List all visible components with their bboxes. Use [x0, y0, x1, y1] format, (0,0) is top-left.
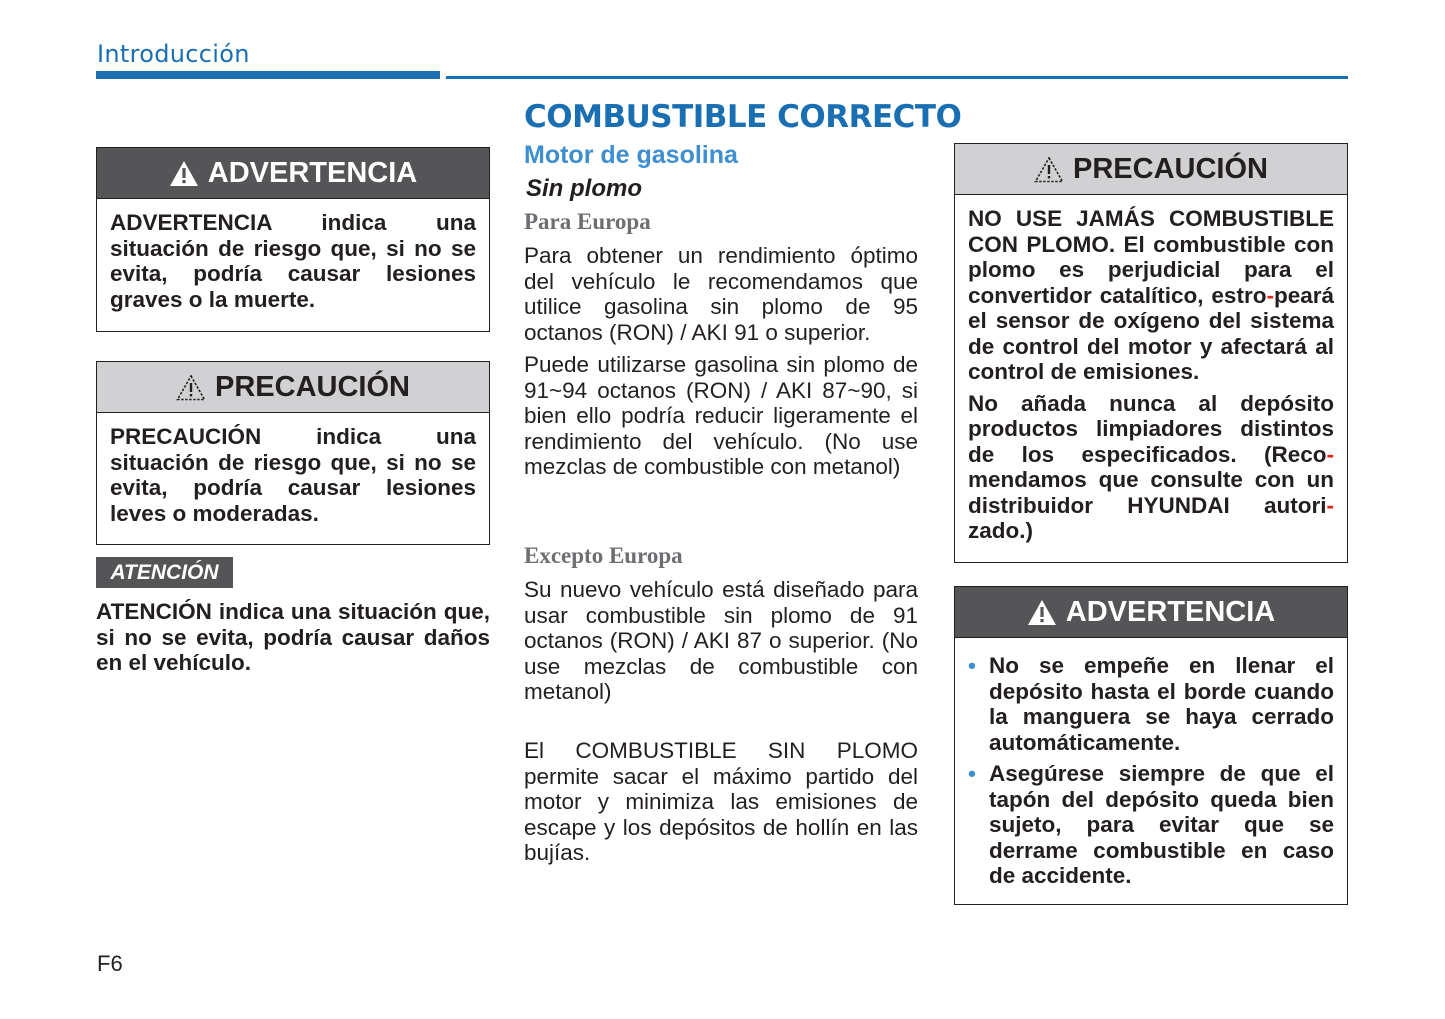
- paragraph-europa-2: Puede utilizarse gasolina sin plomo de 91~94 octanos (RON) / AKI 87~90, si bien ello podría reducir ligeramente el rendimiento del vehículo. (No use mezclas de combustible con metanol): [524, 352, 918, 479]
- caution-triangle-icon: [176, 374, 206, 401]
- precaucion-legend-box: [96, 361, 490, 545]
- precaucion-legend-header: [97, 362, 489, 413]
- heading-excepto-europa: Excepto Europa: [524, 543, 683, 568]
- precaucion-title: PRECAUCIÓN: [1073, 152, 1268, 185]
- hyphen-mark: -: [1266, 282, 1274, 308]
- header-bar-thin: [446, 76, 1348, 79]
- advertencia-title: ADVERTENCIA: [1065, 595, 1276, 628]
- advertencia-box: [954, 586, 1348, 905]
- precaucion-header: [955, 144, 1347, 195]
- subheading-sin-plomo: Sin plomo: [526, 175, 642, 202]
- page-number: F6: [97, 951, 123, 976]
- bullet-icon: •: [968, 761, 976, 786]
- caution-triangle-icon: [1034, 156, 1064, 183]
- section-title: Introducción: [97, 40, 250, 68]
- hyphen-mark: -: [1326, 441, 1334, 467]
- list-item-text: Asegúrese siempre de que el tapón del depósito queda bien sujeto, para evitar que se derrame combustible en caso de accidente.: [989, 761, 1334, 888]
- precaucion-p2-part-b: mendamos que consulte con un distribuidor HYUNDAI autori: [968, 467, 1334, 518]
- advertencia-legend-box: [96, 147, 490, 332]
- precaucion-paragraph-1: [968, 206, 1334, 385]
- precaucion-p2-part-a: No añada nunca al depósito productos limpiadores distintos de los especificados. (Reco: [968, 390, 1334, 467]
- list-item-text: No se empeñe en llenar el depósito hasta el borde cuando la manguera se haya cerrado automáticamente.: [989, 653, 1334, 755]
- advertencia-header: [955, 587, 1347, 638]
- precaucion-p2-part-c: zado.): [968, 518, 1033, 543]
- list-item: [968, 653, 1334, 755]
- precaucion-paragraph-2: [968, 391, 1334, 544]
- advertencia-list: [968, 653, 1334, 889]
- subheading-motor-gasolina: Motor de gasolina: [524, 141, 738, 169]
- advertencia-legend-header: [97, 148, 489, 199]
- header-bar-thick: [96, 71, 440, 79]
- atencion-tag: ATENCIÓN: [96, 557, 233, 588]
- list-item: [968, 761, 1334, 889]
- page-title: COMBUSTIBLE CORRECTO: [524, 99, 962, 135]
- precaucion-body: [955, 195, 1347, 562]
- warning-triangle-icon: [169, 160, 199, 187]
- precaucion-p1-part-b: peará el sensor de oxígeno del sistema de control del motor y afectará al control de emisiones.: [968, 282, 1334, 384]
- paragraph-europa-1: Para obtener un rendimiento óptimo del vehículo le recomendamos que utilice gasolina sin plomo de 95 octanos (RON) / AKI 91 o superior.: [524, 243, 918, 345]
- precaucion-box: [954, 143, 1348, 563]
- paragraph-excepto-europa: Su nuevo vehículo está diseñado para usar combustible sin plomo de 91 octanos (RON) / AKI 87 o superior. (No use mezclas de combustible con metanol): [524, 577, 918, 704]
- bullet-icon: •: [968, 653, 976, 678]
- advertencia-body: [955, 638, 1347, 907]
- precaucion-p1-part-a: NO USE JAMÁS COMBUSTIBLE CON PLOMO. El combustible con plomo es perjudicial para el convertidor catalítico, estro: [968, 206, 1334, 308]
- heading-para-europa: Para Europa: [524, 209, 651, 234]
- precaucion-legend-text: PRECAUCIÓN indica una situación de riesgo que, si no se evita, podría causar lesiones leves o moderadas.: [110, 424, 476, 526]
- advertencia-legend-title: ADVERTENCIA: [207, 156, 418, 189]
- warning-triangle-icon: [1027, 599, 1057, 626]
- paragraph-combustible-sin-plomo: El COMBUSTIBLE SIN PLOMO permite sacar el máximo partido del motor y minimiza las emisiones de escape y los depósitos de hollín en las bujías.: [524, 738, 918, 865]
- advertencia-legend-text: ADVERTENCIA indica una situación de riesgo que, si no se evita, podría causar lesiones graves o la muerte.: [110, 210, 476, 312]
- hyphen-mark: -: [1326, 492, 1334, 518]
- precaucion-legend-title: PRECAUCIÓN: [215, 370, 410, 403]
- atencion-legend-text: ATENCIÓN indica una situación que, si no se evita, podría causar daños en el vehículo.: [96, 599, 490, 675]
